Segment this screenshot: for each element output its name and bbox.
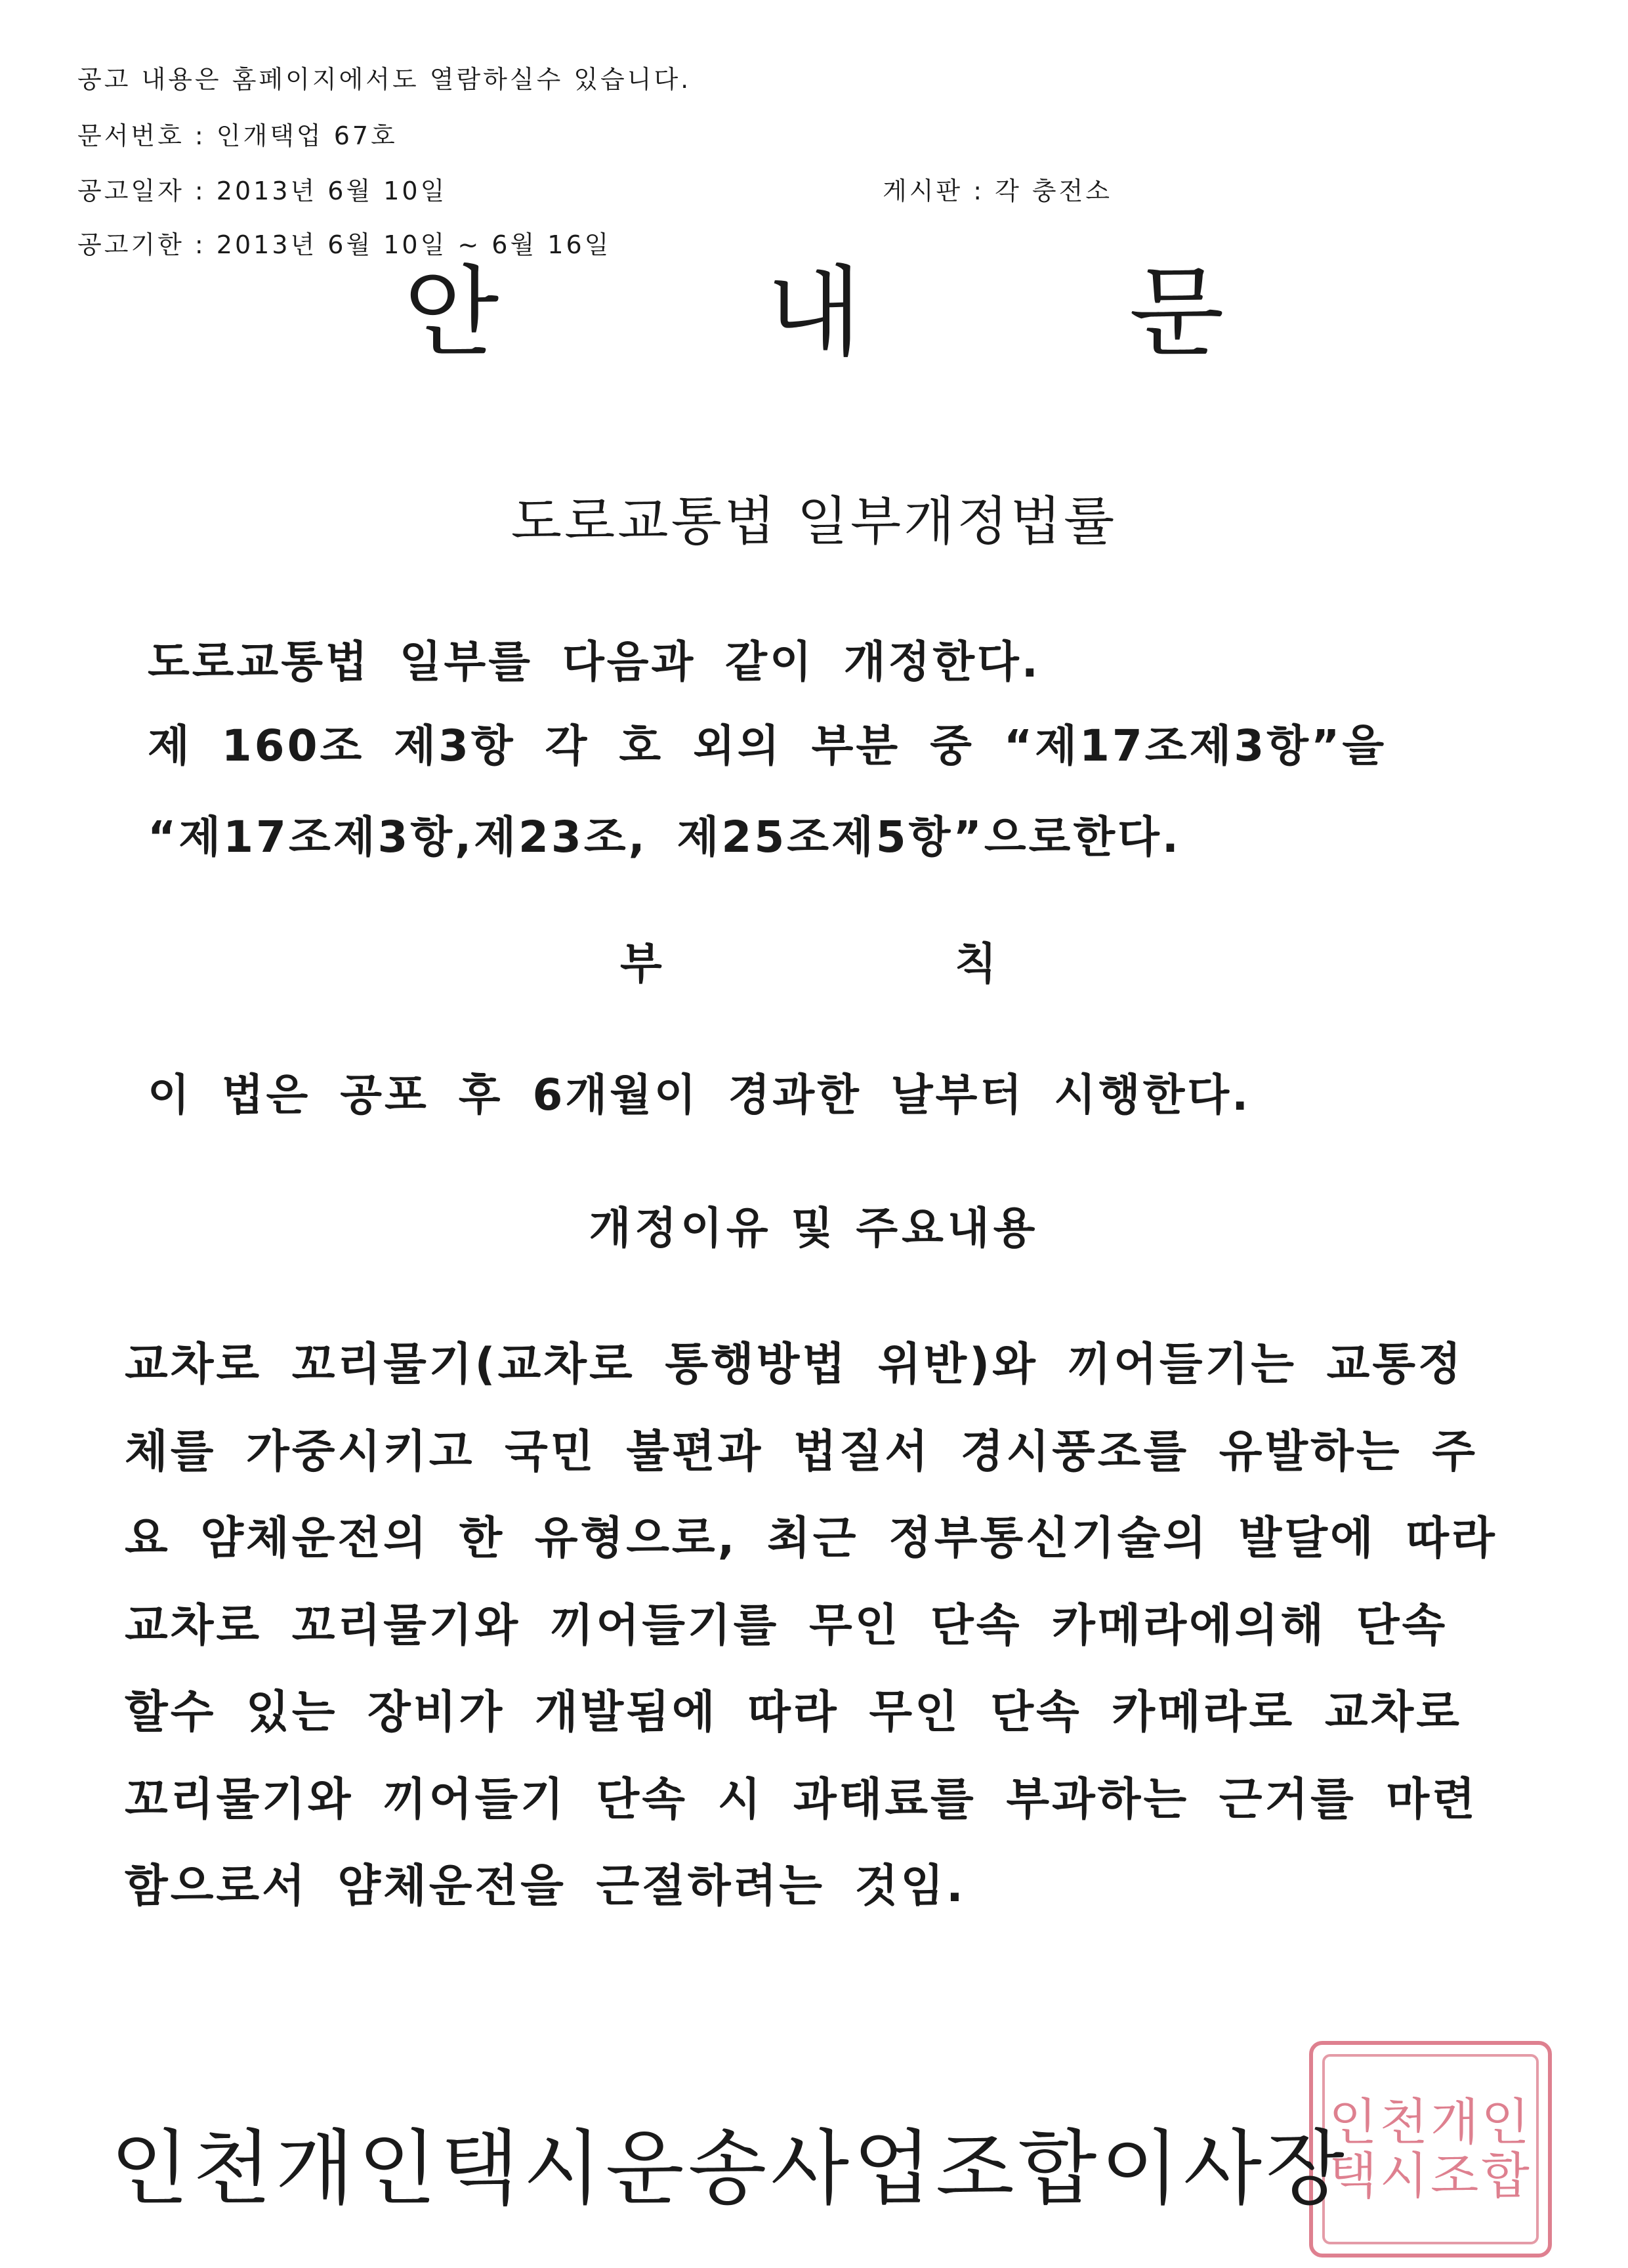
- homepage-notice: 공고 내용은 홈페이지에서도 열람하실수 있습니다.: [77, 65, 692, 94]
- addendum-text: 이 법은 공포 후 6개월이 경과한 날부터 시행한다.: [148, 1070, 1251, 1120]
- bulletin-board: 게시판 : 각 충전소: [883, 177, 1112, 205]
- amendment-line-3: “제17조제3항,제23조, 제25조제5항”으로한다.: [148, 812, 1181, 862]
- signer-name: 인천개인택시운송사업조합이사장: [110, 2122, 1348, 2216]
- reason-heading: 개정이유 및 주요내용: [589, 1203, 1039, 1253]
- reason-line: 요 얌체운전의 한 유형으로, 최근 정부통신기술의 발달에 따라: [125, 1513, 1497, 1564]
- reason-line: 꼬리물기와 끼어들기 단속 시 과태료를 부과하는 근거를 마련: [125, 1774, 1478, 1826]
- reason-line: 체를 가중시키고 국민 불편과 법질서 경시풍조를 유발하는 주: [125, 1426, 1478, 1478]
- amendment-line-1: 도로교통법 일부를 다음과 같이 개정한다.: [148, 637, 1041, 687]
- page-title: 안 내 문: [404, 256, 1224, 370]
- document-number: 문서번호 : 인개택업 67호: [77, 121, 398, 150]
- notice-period: 공고기한 : 2013년 6월 10일 ~ 6월 16일: [77, 230, 612, 259]
- reason-line: 교차로 꼬리물기와 끼어들기를 무인 단속 카메라에의해 단속: [125, 1600, 1448, 1652]
- reason-line: 교차로 꼬리물기(교차로 통행방법 위반)와 끼어들기는 교통정: [125, 1339, 1464, 1391]
- seal-text: 인천개인택시조합: [1329, 2093, 1532, 2205]
- addendum-heading-left: 부: [620, 938, 662, 989]
- reason-line: 할수 있는 장비가 개발됨에 따라 무인 단속 카메라로 교차로: [125, 1687, 1462, 1738]
- notice-date: 공고일자 : 2013년 6월 10일: [77, 177, 448, 205]
- addendum-heading-right: 칙: [955, 938, 997, 989]
- reason-line: 함으로서 얌체운전을 근절하려는 것임.: [125, 1860, 966, 1912]
- law-title: 도로교통법 일부개정법률: [511, 491, 1117, 552]
- amendment-line-2: 제 160조 제3항 각 호 외의 부분 중 “제17조제3항”을: [148, 721, 1387, 771]
